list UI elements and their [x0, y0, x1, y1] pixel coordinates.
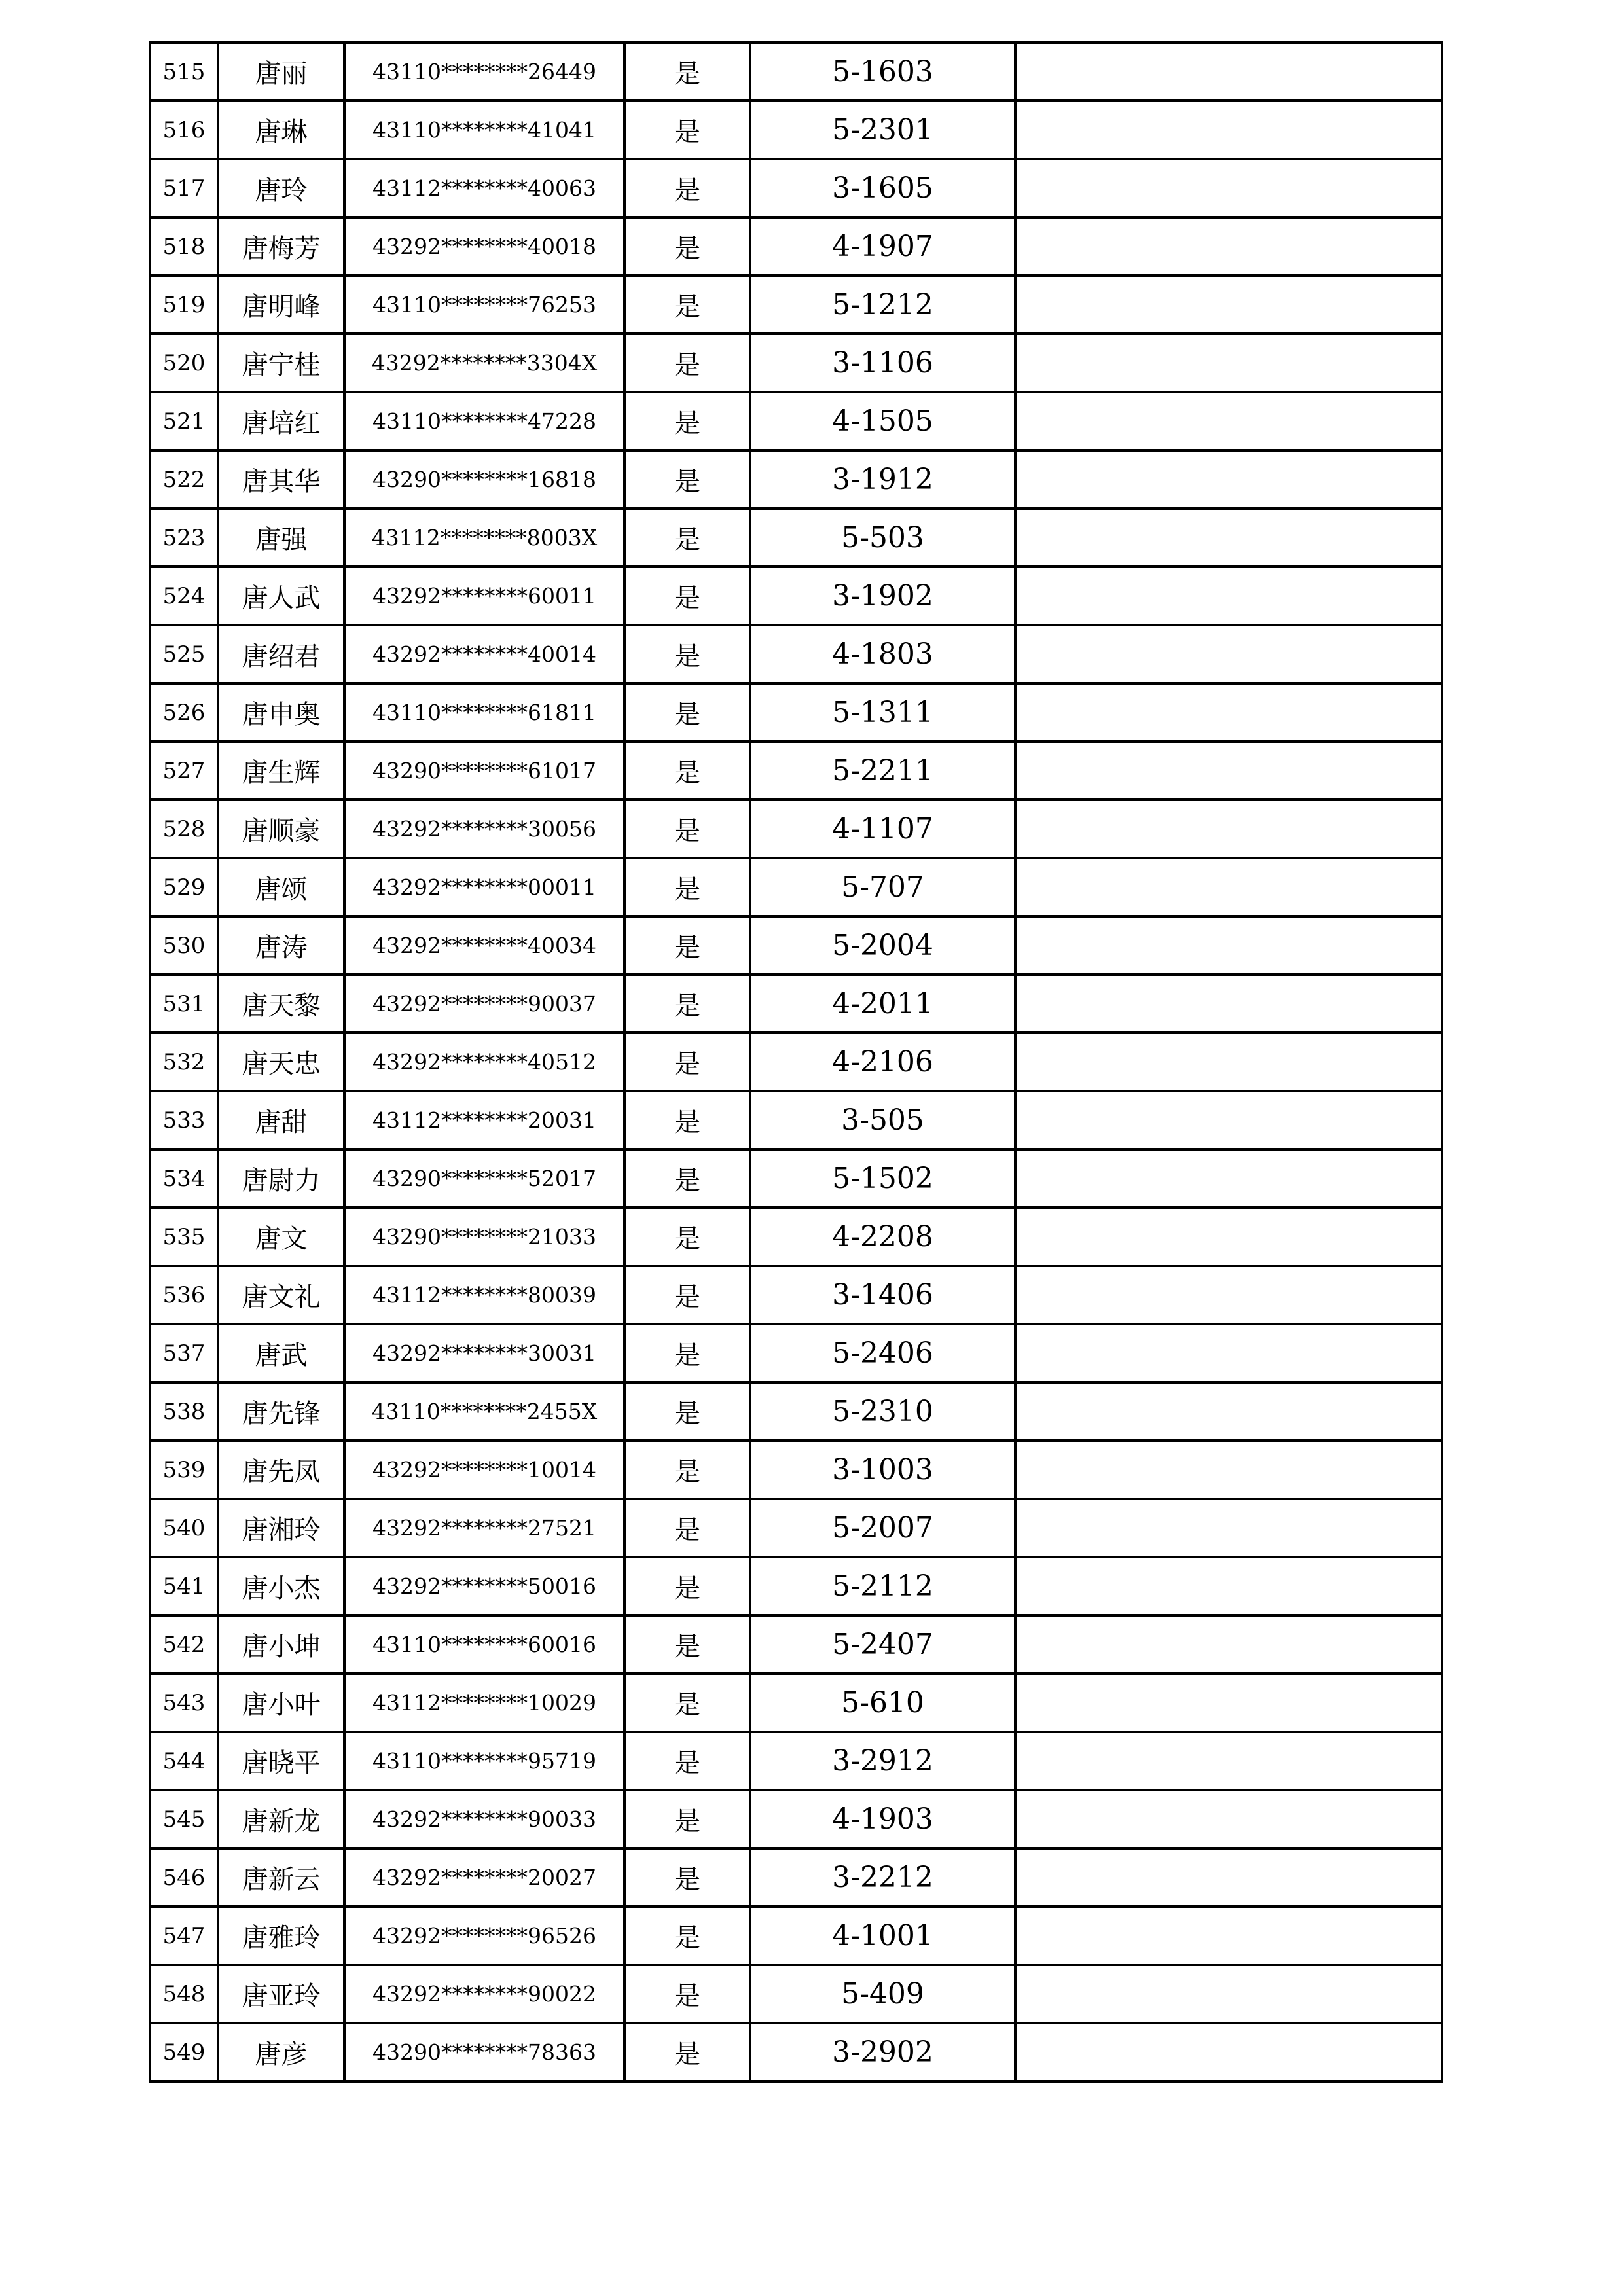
room-number: 5-610	[750, 1674, 1015, 1732]
person-name: 唐文礼	[218, 1266, 344, 1324]
person-name: 唐宁桂	[218, 334, 344, 392]
remarks-cell	[1015, 2023, 1442, 2081]
table-row	[150, 1674, 1442, 1732]
id-number: 43112********20031	[344, 1091, 624, 1149]
id-number: 43292********27521	[344, 1499, 624, 1557]
eligibility-flag: 是	[624, 276, 750, 334]
table-row	[150, 1149, 1442, 1208]
table-row	[150, 1266, 1442, 1324]
eligibility-flag: 是	[624, 567, 750, 625]
id-number: 43292********30031	[344, 1324, 624, 1382]
eligibility-flag: 是	[624, 159, 750, 217]
table-row	[150, 625, 1442, 683]
remarks-cell	[1015, 1441, 1442, 1499]
remarks-cell	[1015, 1965, 1442, 2023]
row-number: 549	[150, 2023, 218, 2081]
room-number: 4-1903	[750, 1790, 1015, 1848]
eligibility-flag: 是	[624, 509, 750, 567]
eligibility-flag: 是	[624, 1615, 750, 1674]
room-number: 3-1902	[750, 567, 1015, 625]
row-number: 546	[150, 1848, 218, 1907]
id-number: 43292********40512	[344, 1033, 624, 1091]
remarks-cell	[1015, 392, 1442, 450]
row-number: 537	[150, 1324, 218, 1382]
person-name: 唐先凤	[218, 1441, 344, 1499]
room-number: 5-409	[750, 1965, 1015, 2023]
id-number: 43292********20027	[344, 1848, 624, 1907]
person-name: 唐新龙	[218, 1790, 344, 1848]
id-number: 43292********00011	[344, 858, 624, 916]
row-number: 524	[150, 567, 218, 625]
remarks-cell	[1015, 1848, 1442, 1907]
row-number: 526	[150, 683, 218, 742]
table-row	[150, 1615, 1442, 1674]
person-name: 唐明峰	[218, 276, 344, 334]
remarks-cell	[1015, 159, 1442, 217]
row-number: 525	[150, 625, 218, 683]
id-number: 43292********96526	[344, 1907, 624, 1965]
room-number: 4-2106	[750, 1033, 1015, 1091]
remarks-cell	[1015, 1149, 1442, 1208]
remarks-cell	[1015, 742, 1442, 800]
eligibility-flag: 是	[624, 392, 750, 450]
row-number: 541	[150, 1557, 218, 1615]
room-number: 4-1803	[750, 625, 1015, 683]
remarks-cell	[1015, 217, 1442, 276]
room-number: 5-2406	[750, 1324, 1015, 1382]
person-name: 唐小叶	[218, 1674, 344, 1732]
eligibility-flag: 是	[624, 916, 750, 975]
person-name: 唐湘玲	[218, 1499, 344, 1557]
table-row	[150, 800, 1442, 858]
person-name: 唐甜	[218, 1091, 344, 1149]
remarks-cell	[1015, 334, 1442, 392]
table-row	[150, 1382, 1442, 1441]
room-number: 4-1001	[750, 1907, 1015, 1965]
room-number: 4-1107	[750, 800, 1015, 858]
remarks-cell	[1015, 450, 1442, 509]
row-number: 529	[150, 858, 218, 916]
room-number: 3-1605	[750, 159, 1015, 217]
id-number: 43112********80039	[344, 1266, 624, 1324]
row-number: 543	[150, 1674, 218, 1732]
person-name: 唐武	[218, 1324, 344, 1382]
row-number: 528	[150, 800, 218, 858]
id-number: 43290********52017	[344, 1149, 624, 1208]
remarks-cell	[1015, 858, 1442, 916]
remarks-cell	[1015, 683, 1442, 742]
eligibility-flag: 是	[624, 43, 750, 101]
table-row	[150, 1790, 1442, 1848]
eligibility-flag: 是	[624, 1324, 750, 1382]
row-number: 539	[150, 1441, 218, 1499]
person-name: 唐申奥	[218, 683, 344, 742]
room-number: 5-2112	[750, 1557, 1015, 1615]
eligibility-flag: 是	[624, 1499, 750, 1557]
eligibility-flag: 是	[624, 334, 750, 392]
row-number: 517	[150, 159, 218, 217]
eligibility-flag: 是	[624, 1091, 750, 1149]
row-number: 544	[150, 1732, 218, 1790]
person-name: 唐绍君	[218, 625, 344, 683]
person-name: 唐顺豪	[218, 800, 344, 858]
eligibility-flag: 是	[624, 800, 750, 858]
remarks-cell	[1015, 567, 1442, 625]
id-number: 43110********76253	[344, 276, 624, 334]
room-number: 4-2011	[750, 975, 1015, 1033]
row-number: 530	[150, 916, 218, 975]
eligibility-flag: 是	[624, 858, 750, 916]
row-number: 545	[150, 1790, 218, 1848]
table-row	[150, 101, 1442, 159]
person-name: 唐小杰	[218, 1557, 344, 1615]
eligibility-flag: 是	[624, 625, 750, 683]
eligibility-flag: 是	[624, 217, 750, 276]
row-number: 536	[150, 1266, 218, 1324]
eligibility-flag: 是	[624, 1790, 750, 1848]
row-number: 535	[150, 1208, 218, 1266]
table-row	[150, 1091, 1442, 1149]
person-name: 唐强	[218, 509, 344, 567]
table-row	[150, 858, 1442, 916]
room-number: 5-1212	[750, 276, 1015, 334]
row-number: 534	[150, 1149, 218, 1208]
table-row	[150, 1324, 1442, 1382]
row-number: 519	[150, 276, 218, 334]
room-number: 5-1502	[750, 1149, 1015, 1208]
room-number: 3-2212	[750, 1848, 1015, 1907]
table-row	[150, 159, 1442, 217]
id-number: 43110********95719	[344, 1732, 624, 1790]
table-row	[150, 450, 1442, 509]
room-number: 3-505	[750, 1091, 1015, 1149]
roster-table-body	[150, 43, 1442, 2081]
row-number: 547	[150, 1907, 218, 1965]
eligibility-flag: 是	[624, 1382, 750, 1441]
id-number: 43110********47228	[344, 392, 624, 450]
eligibility-flag: 是	[624, 1441, 750, 1499]
id-number: 43292********40034	[344, 916, 624, 975]
id-number: 43292********10014	[344, 1441, 624, 1499]
table-row	[150, 975, 1442, 1033]
row-number: 521	[150, 392, 218, 450]
eligibility-flag: 是	[624, 1266, 750, 1324]
row-number: 527	[150, 742, 218, 800]
row-number: 540	[150, 1499, 218, 1557]
person-name: 唐天黎	[218, 975, 344, 1033]
id-number: 43290********21033	[344, 1208, 624, 1266]
eligibility-flag: 是	[624, 1674, 750, 1732]
id-number: 43292********50016	[344, 1557, 624, 1615]
table-row	[150, 1557, 1442, 1615]
table-row	[150, 1732, 1442, 1790]
id-number: 43110********60016	[344, 1615, 624, 1674]
room-number: 3-2902	[750, 2023, 1015, 2081]
eligibility-flag: 是	[624, 450, 750, 509]
table-row	[150, 1499, 1442, 1557]
id-number: 43292********30056	[344, 800, 624, 858]
remarks-cell	[1015, 975, 1442, 1033]
room-number: 5-2407	[750, 1615, 1015, 1674]
eligibility-flag: 是	[624, 1732, 750, 1790]
row-number: 533	[150, 1091, 218, 1149]
room-number: 3-2912	[750, 1732, 1015, 1790]
eligibility-flag: 是	[624, 1149, 750, 1208]
id-number: 43292********90037	[344, 975, 624, 1033]
table-row	[150, 1907, 1442, 1965]
id-number: 43110********61811	[344, 683, 624, 742]
room-number: 5-2301	[750, 101, 1015, 159]
table-row	[150, 276, 1442, 334]
table-row	[150, 742, 1442, 800]
id-number: 43292********40018	[344, 217, 624, 276]
room-number: 5-2310	[750, 1382, 1015, 1441]
eligibility-flag: 是	[624, 1965, 750, 2023]
remarks-cell	[1015, 1324, 1442, 1382]
table-row	[150, 1848, 1442, 1907]
remarks-cell	[1015, 276, 1442, 334]
person-name: 唐新云	[218, 1848, 344, 1907]
row-number: 538	[150, 1382, 218, 1441]
row-number: 518	[150, 217, 218, 276]
table-row	[150, 683, 1442, 742]
room-number: 5-1311	[750, 683, 1015, 742]
id-number: 43292********90033	[344, 1790, 624, 1848]
eligibility-flag: 是	[624, 1848, 750, 1907]
eligibility-flag: 是	[624, 101, 750, 159]
id-number: 43292********3304X	[344, 334, 624, 392]
id-number: 43292********90022	[344, 1965, 624, 2023]
room-number: 3-1106	[750, 334, 1015, 392]
remarks-cell	[1015, 1732, 1442, 1790]
person-name: 唐尉力	[218, 1149, 344, 1208]
remarks-cell	[1015, 1266, 1442, 1324]
table-row	[150, 509, 1442, 567]
eligibility-flag: 是	[624, 975, 750, 1033]
table-row	[150, 392, 1442, 450]
table-row	[150, 2023, 1442, 2081]
id-number: 43290********61017	[344, 742, 624, 800]
row-number: 532	[150, 1033, 218, 1091]
remarks-cell	[1015, 1091, 1442, 1149]
row-number: 515	[150, 43, 218, 101]
room-number: 4-2208	[750, 1208, 1015, 1266]
room-number: 3-1003	[750, 1441, 1015, 1499]
person-name: 唐丽	[218, 43, 344, 101]
remarks-cell	[1015, 509, 1442, 567]
room-number: 5-707	[750, 858, 1015, 916]
remarks-cell	[1015, 1674, 1442, 1732]
room-number: 4-1907	[750, 217, 1015, 276]
row-number: 542	[150, 1615, 218, 1674]
remarks-cell	[1015, 916, 1442, 975]
table-row	[150, 916, 1442, 975]
remarks-cell	[1015, 1499, 1442, 1557]
table-row	[150, 1441, 1442, 1499]
remarks-cell	[1015, 1557, 1442, 1615]
id-number: 43110********26449	[344, 43, 624, 101]
room-number: 5-2004	[750, 916, 1015, 975]
room-number: 5-2007	[750, 1499, 1015, 1557]
person-name: 唐先锋	[218, 1382, 344, 1441]
person-name: 唐小坤	[218, 1615, 344, 1674]
table-row	[150, 1033, 1442, 1091]
remarks-cell	[1015, 1615, 1442, 1674]
id-number: 43290********16818	[344, 450, 624, 509]
row-number: 531	[150, 975, 218, 1033]
remarks-cell	[1015, 1033, 1442, 1091]
eligibility-flag: 是	[624, 1033, 750, 1091]
row-number: 523	[150, 509, 218, 567]
remarks-cell	[1015, 625, 1442, 683]
eligibility-flag: 是	[624, 1557, 750, 1615]
person-name: 唐彦	[218, 2023, 344, 2081]
person-name: 唐玲	[218, 159, 344, 217]
id-number: 43290********78363	[344, 2023, 624, 2081]
remarks-cell	[1015, 1790, 1442, 1848]
person-name: 唐文	[218, 1208, 344, 1266]
row-number: 548	[150, 1965, 218, 2023]
person-name: 唐培红	[218, 392, 344, 450]
roster-table	[149, 41, 1443, 2083]
remarks-cell	[1015, 1382, 1442, 1441]
row-number: 522	[150, 450, 218, 509]
table-row	[150, 1208, 1442, 1266]
id-number: 43112********8003X	[344, 509, 624, 567]
id-number: 43112********40063	[344, 159, 624, 217]
person-name: 唐晓平	[218, 1732, 344, 1790]
id-number: 43112********10029	[344, 1674, 624, 1732]
person-name: 唐涛	[218, 916, 344, 975]
eligibility-flag: 是	[624, 742, 750, 800]
id-number: 43110********41041	[344, 101, 624, 159]
remarks-cell	[1015, 43, 1442, 101]
row-number: 520	[150, 334, 218, 392]
remarks-cell	[1015, 1907, 1442, 1965]
eligibility-flag: 是	[624, 1907, 750, 1965]
person-name: 唐雅玲	[218, 1907, 344, 1965]
room-number: 5-2211	[750, 742, 1015, 800]
row-number: 516	[150, 101, 218, 159]
person-name: 唐人武	[218, 567, 344, 625]
remarks-cell	[1015, 1208, 1442, 1266]
id-number: 43292********60011	[344, 567, 624, 625]
person-name: 唐梅芳	[218, 217, 344, 276]
eligibility-flag: 是	[624, 1208, 750, 1266]
remarks-cell	[1015, 800, 1442, 858]
person-name: 唐其华	[218, 450, 344, 509]
room-number: 5-1603	[750, 43, 1015, 101]
room-number: 3-1406	[750, 1266, 1015, 1324]
person-name: 唐天忠	[218, 1033, 344, 1091]
table-row	[150, 334, 1442, 392]
table-row	[150, 43, 1442, 101]
table-row	[150, 217, 1442, 276]
room-number: 5-503	[750, 509, 1015, 567]
room-number: 4-1505	[750, 392, 1015, 450]
id-number: 43292********40014	[344, 625, 624, 683]
person-name: 唐琳	[218, 101, 344, 159]
eligibility-flag: 是	[624, 2023, 750, 2081]
id-number: 43110********2455X	[344, 1382, 624, 1441]
person-name: 唐生辉	[218, 742, 344, 800]
room-number: 3-1912	[750, 450, 1015, 509]
remarks-cell	[1015, 101, 1442, 159]
eligibility-flag: 是	[624, 683, 750, 742]
table-row	[150, 1965, 1442, 2023]
person-name: 唐亚玲	[218, 1965, 344, 2023]
table-row	[150, 567, 1442, 625]
person-name: 唐颂	[218, 858, 344, 916]
